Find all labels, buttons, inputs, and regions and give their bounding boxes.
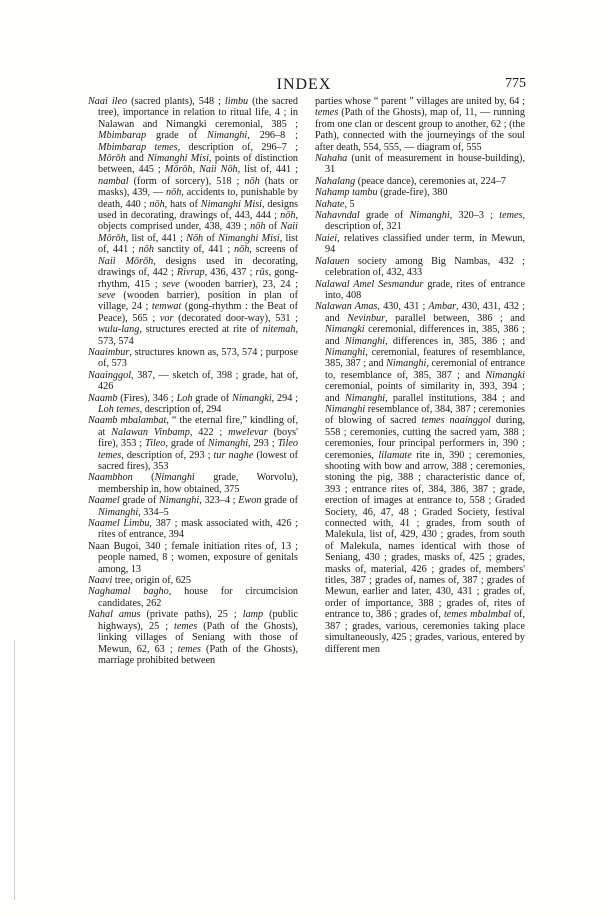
index-entry: Naghamal bagho, house for circumcision candidates, 262 — [88, 586, 299, 609]
index-column-left — [88, 96, 298, 666]
page-header — [82, 76, 526, 96]
index-entry: Naiei, relatives classified under term, in Mewun, 94 — [315, 232, 525, 256]
index-entry: Naai ileo (sacred plants), 548 ; limbu (the sacred tree), importance in relation to ritual life, 4 ; in Nalawan and Nimangki ceremonial, 385 ; Mbimbarap grade of Nimanghi, 296–8 ; Mbimbarap temes, description of, 296–7 ; Mōrōh and Nimanghi Misi, points of distinction between, 445 ; Mōrōh, Naii Nōh, list of, 441 ; nambal (form of sorcery), 518 ; nōh (hats or masks), 439, — nōh, accidents to, punishable by death, 440 ; nōh, hats of Nimanghi Misi, designs used in decorating, drawings of, 443, 444 ; nōh, objects comprised under, 438, 439 ; nōh of Naii Mōrōh, list of, 441 ; Nōh of Nimanghi Misi, list of, 441 ; nōh sanctity of, 441 ; nōh, screens of Naii Mōrōh, designs used in decorating, drawings of, 442 ; Rivrap, 436, 437 ; rūs, gong-rhythm, 415 ; seve (wooden barrier), 23, 24 ; seve (wooden barrier), position in plan of village, 24 ; temwat (gong-rhythm : the Beat of Peace), 565 ; vor (decorated door-way), 531 ; wulu-lang, structures erected at rite of nitemah, 573, 574 — [88, 96, 299, 347]
index-entry: Naavi tree, origin of, 625 — [88, 575, 191, 587]
index-column-right — [315, 96, 525, 655]
index-entry: parties whose “ parent ” villages are united by, 64 ; temes (Path of the Ghosts), map of, 11, — running from one clan or descent group to another, 62 ; (the Path), connected with the journeyings of the soul after death, 554, 555, — diagram of, 555 — [315, 96, 525, 153]
index-entry: Nalawal Amel Sesmandur grade, rites of entrance into, 408 — [315, 278, 525, 301]
running-title: INDEX — [276, 76, 332, 93]
scan-margin-shadow — [14, 640, 15, 900]
index-entry: Nahavndal grade of Nimanghi, 320–3 ; temes, description of, 321 — [315, 210, 525, 233]
index-entry: Naamb (Fires), 346 ; Loh grade of Nimangki, 294 ; Loh temes, description of, 294 — [88, 392, 298, 415]
index-entry: Naamb mbalambat, “ the eternal fire,” kindling of, at Nalawan Vinbamp, 422 ; mwelevar (boys' fire), 353 ; Tileo, grade of Nimanghi, 293 ; Tileo temes, description of, 293 ; tur naghe (lowest of sacred fires), 353 — [88, 415, 298, 472]
index-entry: Nahaha (unit of measurement in house-building), 31 — [315, 153, 525, 176]
index-entry: Nahamp tambu (grade-fire), 380 — [315, 187, 448, 199]
index-entry: Nahate, 5 — [315, 198, 355, 210]
index-entry: Nahalang (peace dance), ceremonies at, 224–7 — [315, 175, 506, 187]
index-entry: Naainggol, 387, — sketch of, 398 ; grade, hat of, 426 — [88, 369, 298, 393]
page-number: 775 — [505, 76, 526, 91]
index-entry: Naaimbur, structures known as, 573, 574 ; purpose of, 573 — [88, 346, 298, 370]
index-entry: Naambhon (Nimanghi grade, Worvolu), membership in, how obtained, 375 — [88, 472, 298, 495]
index-entry: Naamel Limbu, 387 ; mask associated with, 426 ; rites of entrance, 394 — [88, 518, 298, 541]
index-entry: Naan Bugoi, 340 ; female initiation rites of, 13 ; people named, 8 ; women, exposure of genitals among, 13 — [88, 540, 298, 575]
index-entry: Nalauen society among Big Nambas, 432 ; celebration of, 432, 433 — [315, 255, 525, 279]
index-entry: Naamel grade of Nimanghi, 323–4 ; Ewon grade of Nimanghi, 334–5 — [88, 495, 298, 518]
index-entry: Nalawan Amas, 430, 431 ; Ambar, 430, 431, 432 ; and Nevinbur, parallel between, 386 ; and Nimangki ceremonial, differences in, 385, 386 ; and Nimanghi, differences in, 385, 386 ; and Nimanghi, ceremonial, features of resemblance, 385, 387 ; and Nimanghi, ceremonial of entrance to, resemblance of, 385, 387 ; and Nimangki ceremonial, points of similarity in, 393, 394 ; and Nimanghi, parallel institutions, 384 ; and Nimanghi resemblance of, 384, 387 ; ceremonies of blowing of sacred temes naainggol during, 558 ; ceremonies, cutting the sacred yam, 388 ; ceremonies, four principal performers in, 390 ; ceremonies, lilamate rite in, 390 ; ceremonies, shooting with bow and arrow, 388 ; ceremonies, stoning the pig, 388 ; characteristic dance of, 393 ; entrance rites of, 384, 386, 387 ; grade, erection of images at entrance to, 558 ; Graded Society, 46, 47, 48 ; Graded Society, festival connected with, 41 ; grades, from south of Malekula, list of, 429, 430 ; grades, from south of Malekula, names identical with those of Seniang, 430 ; grades, masks of, 425 ; grades, masks of, material, 426 ; grades of, members' titles, 387 ; grades of, names of, 387 ; grades of Mewun, earlier and later, 430, 431 ; grades of, order of importance, 388 ; grades of, rites of entrance to, 386 ; grades of, temes mbalmbal of, 387 ; grades, various, ceremonies taking place simultaneously, 425 ; grades, various, entered by different men — [315, 301, 526, 655]
index-entry: Nahal amus (private paths), 25 ; lamp (public highways), 25 ; temes (Path of the Ghosts), linking villages of Seniang with those of Mewun, 62, 63 ; temes (Path of the Ghosts), marriage prohibited between — [88, 609, 299, 666]
